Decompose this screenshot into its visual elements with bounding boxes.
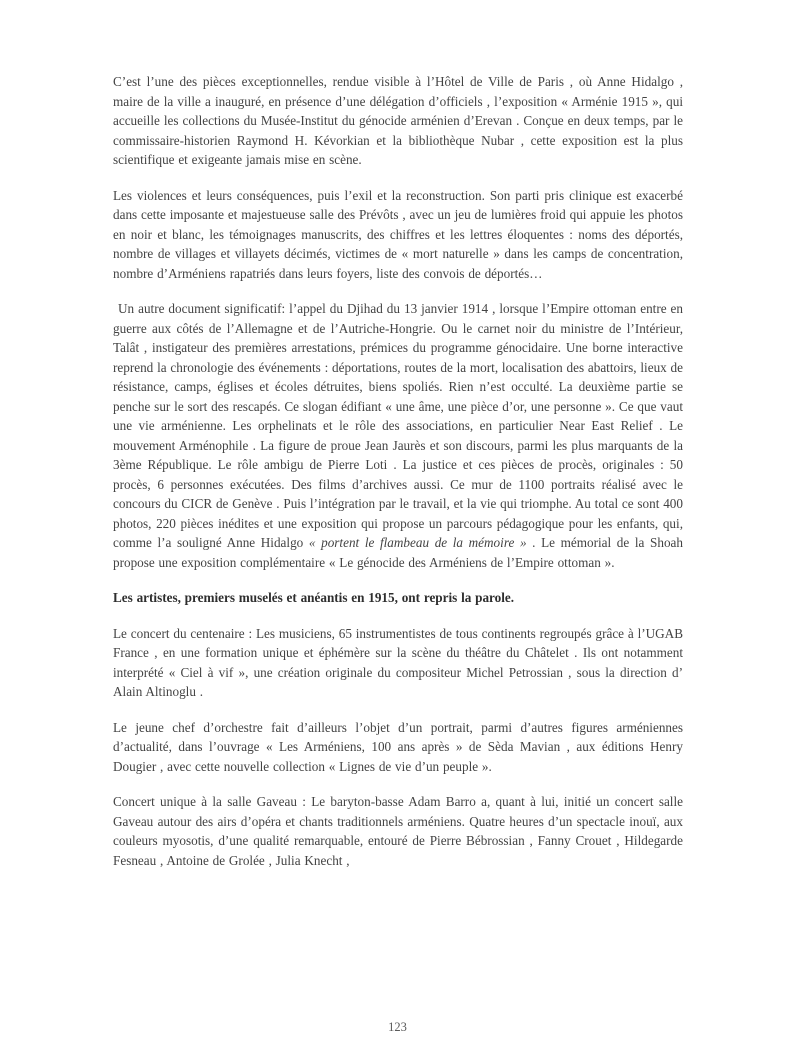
text-block bbox=[113, 72, 683, 886]
paragraph-concert-centenaire: Le concert du centenaire : Les musiciens, 65 instrumentistes de tous continents regroupés grâce à l’UGAB France , en une formation unique et éphémère sur la scène du théâtre du Châtelet . Ils ont notamment interprété « Ciel à vif », une création originale du compositeur Michel Petrossian , sous la direction d’ Alain Altinoglu . bbox=[113, 625, 683, 699]
paragraph-exposition-intro: C’est l’une des pièces exceptionnelles, rendue visible à l’Hôtel de Ville de Paris , où Anne Hidalgo , maire de la ville a inauguré, en présence d’une délégation d’officiels , l’exposition « Arménie 1915 », qui accueille les collections du Musée-Institut du génocide arménien d’Erevan . Conçue en deux temps, par le commissaire-historien Raymond H. Kévorkian et la bibliothèque Nubar , cette exposition est la plus scientifique et exigeante jamais mise en scène. bbox=[113, 74, 683, 167]
paragraph-chef-orchestre: Le jeune chef d’orchestre fait d’ailleurs l’objet d’un portrait, parmi d’autres figures arméniennes d’actualité, dans l’ouvrage « Les Arméniens, 100 ans après » de Sèda Mavian , aux éditions Henry Dougier , avec cette nouvelle collection « Lignes de vie d’un peuple ». bbox=[113, 719, 683, 774]
page-number: 123 bbox=[388, 1020, 407, 1034]
italic-quote-flambeau: « portent le flambeau de la mémoire » bbox=[308, 535, 527, 550]
paragraph-violences: Les violences et leurs conséquences, puis l’exil et la reconstruction. Son parti pris clinique est exacerbé dans cette imposante et majestueuse salle des Prévôts , avec un jeu de lumières froid qui appuie les photos en noir et blanc, les témoignages manuscrits, des chiffres et les lettres éloquentes : noms des déportés, nombre de villages et villayets décimés, victimes de « mort naturelle » dans les camps de concentration, nombre d’Arméniens rapatriés dans leurs foyers, liste des convois de déportés… bbox=[113, 187, 683, 281]
paragraph-documents-text: Un autre document significatif: l’appel du Djihad du 13 janvier 1914 , lorsque l’Empire ottoman entre en guerre aux côtés de l’Allemagne et de l’Autriche-Hongrie. Ou le carnet noir du ministre de l’Intérieur, Talât , instigateur des premières arrestations, prémices du programme génocidaire. Une borne interactive reprend la chronologie des événements : déportations, routes de la mort, localisation des abattoirs, lieux de résistance, camps, églises et écoles détruites, biens spoliés. Rien n’est occulté. La deuxième partie se penche sur le sort des rescapés. Ce slogan édifiant « une âme, une pièce d’or, une personne ». Ce que vaut une vie arménienne. Les orphelinats et le rôle des associations, en particulier Near East Relief . Le mouvement Arménophile . La figure de proue Jean Jaurès et son discours, parmi les plus marquants de la 3ème République. Le rôle ambigu de Pierre Loti . La justice et ces pièces de procès, originales : 50 procès, 6 personnes exécutées. Des films d’archives aussi. Ce mur de 1100 portraits réalisé avec le concours du CICR de Genève . Puis l’intégration par le travail, et la vie qui triomphe. Au total ce sont 400 photos, 220 pièces inédites et une exposition qui propose un parcours pédagogique pour les enfants, qui, comme l’a souligné Anne Hidalgo bbox=[113, 301, 683, 550]
paragraph-concert-gaveau: Concert unique à la salle Gaveau : Le baryton-basse Adam Barro a, quant à lui, initié un concert salle Gaveau autour des airs d’opéra et chants traditionnels arméniens. Quatre heures d’un spectacle inouï, aux couleurs myosotis, d’une qualité remarquable, entouré de Pierre Bébrossian , Fanny Crouet , Hildegarde Fesneau , Antoine de Grolée , Julia Knecht , bbox=[113, 794, 683, 868]
section-heading-artistes: Les artistes, premiers muselés et anéantis en 1915, ont repris la parole. bbox=[113, 590, 515, 605]
paragraph-documents-text-end: . Le mémorial de la Shoah propose une exposition complémentaire « Le génocide des Arméniens de l’Empire ottoman ». bbox=[113, 535, 683, 570]
paragraph-documents bbox=[113, 299, 683, 572]
